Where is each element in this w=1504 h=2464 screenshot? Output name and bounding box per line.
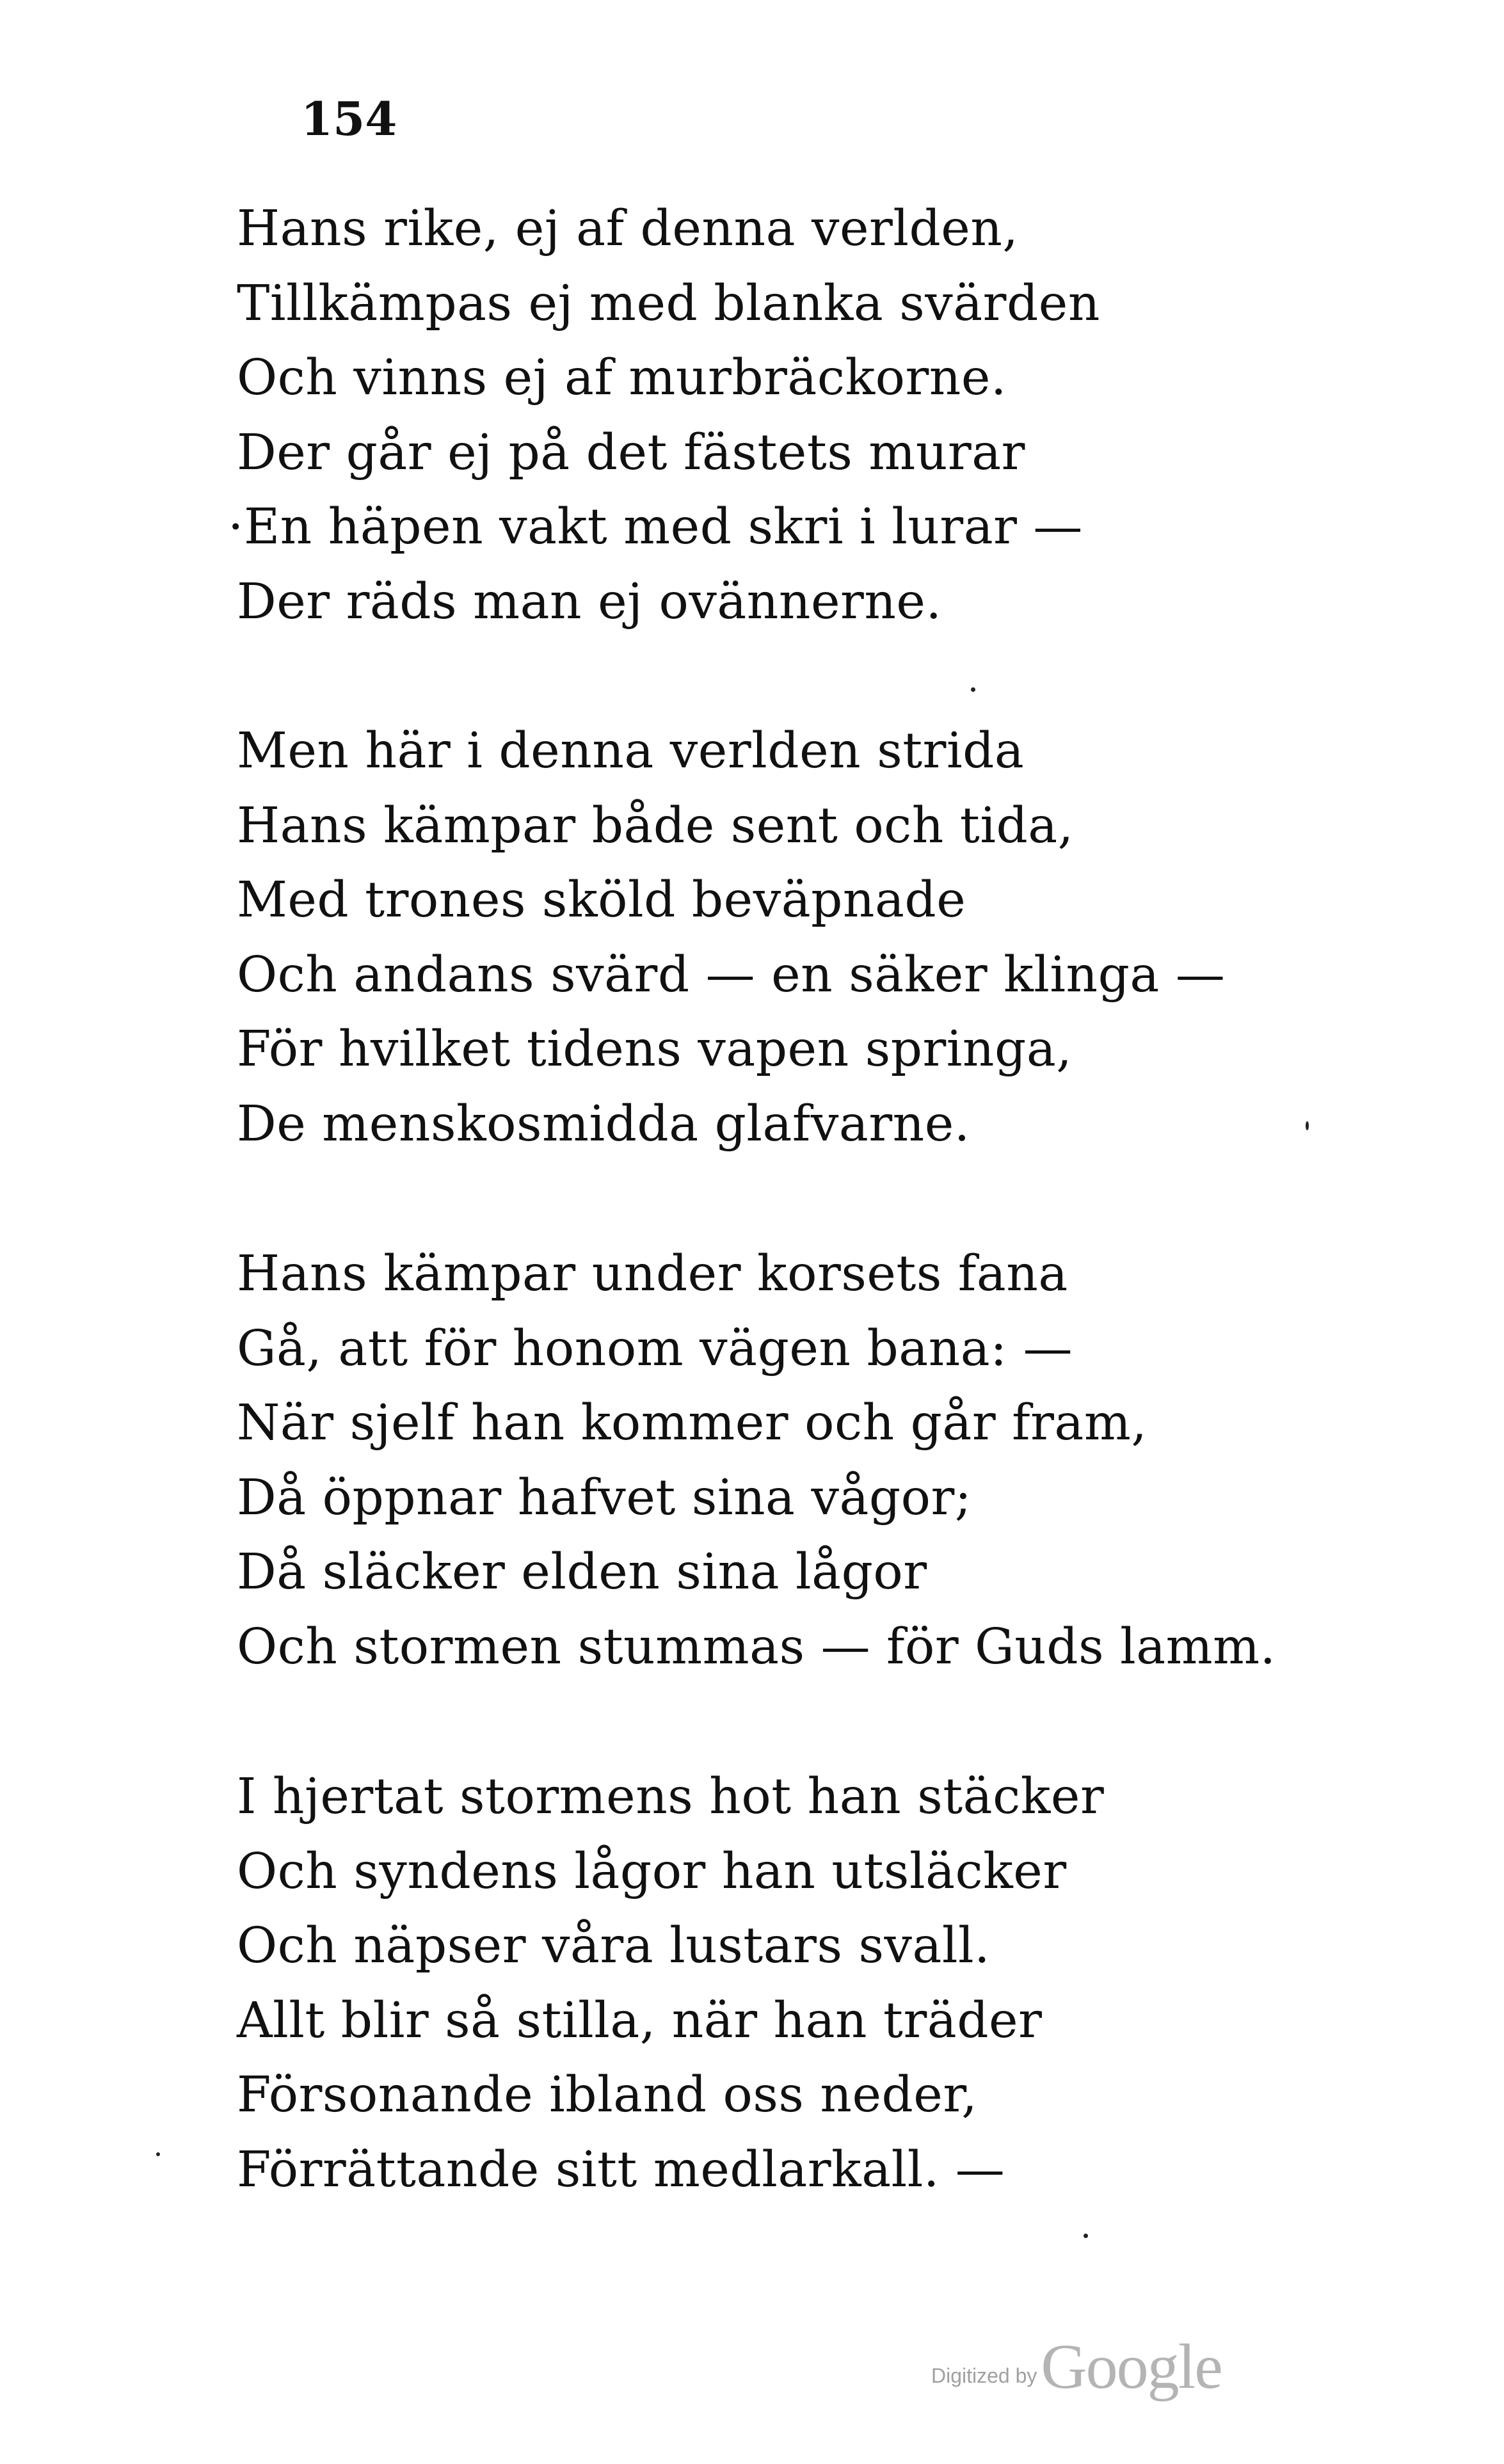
stanza-1	[228, 192, 1100, 640]
poem-line: Med trones sköld beväpnade	[237, 872, 966, 929]
poem-line: Hans kämpar både sent och tida,	[237, 797, 1074, 854]
poem-line: Och vinns ej af murbräckorne.	[237, 349, 1007, 407]
stanza-2	[237, 714, 1225, 1162]
scan-speck	[971, 687, 975, 692]
poem-line: Och stormen stummas — för Guds lamm.	[237, 1618, 1276, 1676]
watermark-prefix: Digitized by	[931, 2364, 1037, 2387]
scan-speck	[1306, 1121, 1309, 1130]
stanza-3	[237, 1237, 1276, 1685]
poem-line: Och näpser våra lustars svall.	[237, 1917, 991, 1975]
poem-line: Förrättande sitt medlarkall. —	[237, 2141, 1005, 2198]
poem-line: Då släcker elden sina lågor	[237, 1544, 927, 1601]
poem-line: Och syndens lågor han utsläcker	[237, 1843, 1067, 1900]
poem-line: Då öppnar hafvet sina vågor;	[237, 1469, 972, 1526]
poem-line: Hans rike, ej af denna verlden,	[237, 200, 1019, 257]
poem-line: När sjelf han kommer och går fram,	[237, 1395, 1148, 1452]
poem-line: I hjertat stormens hot han stäcker	[237, 1768, 1105, 1825]
poem-line: Gå, att för honom vägen bana: —	[237, 1320, 1073, 1377]
scan-speck	[1084, 2234, 1088, 2238]
stanza-4	[237, 1760, 1104, 2208]
poem-line: Der räds man ej ovännerne.	[237, 573, 942, 630]
poem-line: Försonande ibland oss neder,	[237, 2067, 978, 2124]
poem-line: Allt blir så stilla, när han träder	[237, 1992, 1043, 2049]
poem-line: Tillkämpas ej med blanka svärden	[237, 275, 1100, 332]
watermark-brand: Google	[1041, 2331, 1222, 2402]
poem-line: De menskosmidda glafvarne.	[237, 1095, 970, 1153]
digitization-watermark	[931, 2330, 1222, 2403]
poem-line: Men här i denna verlden strida	[237, 723, 1025, 780]
scan-speck	[156, 2152, 160, 2156]
poem-line: Der går ej på det fästets murar	[237, 424, 1025, 481]
poem-line: Hans kämpar under korsets fana	[237, 1245, 1068, 1302]
poem-line: Och andans svärd — en säker klinga —	[237, 946, 1226, 1004]
poem-line: ·En häpen vakt med skri i lurar —	[228, 499, 1083, 556]
poem-line: För hvilket tidens vapen springa,	[237, 1021, 1073, 1078]
page-number: 154	[301, 92, 397, 146]
